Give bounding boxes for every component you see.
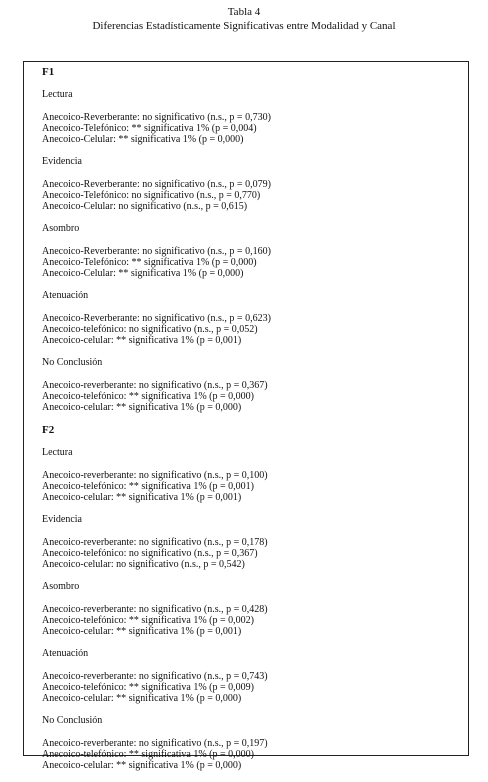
table-number: Tabla 4	[227, 6, 261, 18]
comparison-line: Anecoico-telefónico: ** significativa 1% (p = 0,000)	[42, 391, 254, 402]
comparison-line: Anecoico-celular: ** significativa 1% (p = 0,001)	[42, 492, 242, 503]
factor-heading: F2	[42, 424, 55, 436]
comparison-line: Anecoico-Celular: no significativo (n.s., p = 0,615)	[42, 201, 248, 212]
comparison-line: Anecoico-Telefónico: ** significativa 1% (p = 0,000)	[42, 257, 257, 268]
comparison-line: Anecoico-Reverberante: no significativo (n.s., p = 0,160)	[42, 246, 271, 257]
measure-title: Lectura	[42, 447, 73, 458]
comparison-line: Anecoico-celular: ** significativa 1% (p = 0,001)	[42, 335, 242, 346]
comparison-line: Anecoico-telefónico: ** significativa 1% (p = 0,002)	[42, 615, 254, 626]
measure-title: Lectura	[42, 89, 73, 100]
measure-lectura	[42, 447, 460, 503]
measure-no-conclusion	[42, 357, 460, 413]
comparison-line: Anecoico-Telefónico: no significativo (n.s., p = 0,770)	[42, 190, 261, 201]
measure-title: No Conclusión	[42, 357, 103, 368]
comparison-line: Anecoico-Reverberante: no significativo (n.s., p = 0,623)	[42, 313, 271, 324]
comparison-line: Anecoico-celular: ** significativa 1% (p = 0,000)	[42, 693, 242, 704]
comparison-line: Anecoico-Celular: ** significativa 1% (p = 0,000)	[42, 134, 244, 145]
measure-no-conclusion	[42, 715, 460, 771]
comparison-line: Anecoico-Celular: ** significativa 1% (p = 0,000)	[42, 268, 244, 279]
comparison-line: Anecoico-celular: no significativo (n.s., p = 0,542)	[42, 559, 245, 570]
comparison-line: Anecoico-reverberante: no significativo (n.s., p = 0,428)	[42, 604, 268, 615]
comparison-line: Anecoico-celular: ** significativa 1% (p = 0,001)	[42, 626, 242, 637]
comparison-line: Anecoico-celular: ** significativa 1% (p = 0,000)	[42, 760, 242, 771]
table-title: Diferencias Estadísticamente Significativas entre Modalidad y Canal	[92, 20, 396, 32]
results-content	[42, 66, 460, 782]
comparison-line: Anecoico-telefónico: no significativo (n.s., p = 0,367)	[42, 548, 258, 559]
comparison-line: Anecoico-Reverberante: no significativo (n.s., p = 0,079)	[42, 179, 271, 190]
measure-asombro	[42, 223, 460, 279]
comparison-line: Anecoico-Telefónico: ** significativa 1% (p = 0,004)	[42, 123, 257, 134]
measure-lectura	[42, 89, 460, 145]
comparison-line: Anecoico-reverberante: no significativo (n.s., p = 0,100)	[42, 470, 268, 481]
measure-atenuacion	[42, 290, 460, 346]
measure-title: Asombro	[42, 223, 80, 234]
comparison-line: Anecoico-reverberante: no significativo (n.s., p = 0,743)	[42, 671, 268, 682]
measure-title: Evidencia	[42, 514, 82, 525]
comparison-line: Anecoico-telefónico: ** significativa 1% (p = 0,009)	[42, 682, 254, 693]
factor-heading: F1	[42, 66, 55, 78]
factor-f2	[42, 424, 460, 771]
measure-title: Atenuación	[42, 290, 89, 301]
measure-title: Atenuación	[42, 648, 89, 659]
comparison-line: Anecoico-reverberante: no significativo (n.s., p = 0,367)	[42, 380, 268, 391]
measure-evidencia	[42, 156, 460, 212]
measure-evidencia	[42, 514, 460, 570]
comparison-line: Anecoico-telefónico: no significativo (n.s., p = 0,052)	[42, 324, 258, 335]
measure-title: No Conclusión	[42, 715, 103, 726]
measure-title: Evidencia	[42, 156, 82, 167]
factor-f1	[42, 66, 460, 413]
comparison-line: Anecoico-Reverberante: no significativo (n.s., p = 0,730)	[42, 112, 271, 123]
measure-title: Asombro	[42, 581, 80, 592]
results-table	[23, 61, 469, 771]
comparison-line: Anecoico-reverberante: no significativo (n.s., p = 0,197)	[42, 738, 268, 749]
comparison-line: Anecoico-telefónico: ** significativa 1% (p = 0,001)	[42, 481, 254, 492]
comparison-line: Anecoico-reverberante: no significativo (n.s., p = 0,178)	[42, 537, 268, 548]
measure-atenuacion	[42, 648, 460, 704]
comparison-line: Anecoico-telefónico: ** significativa 1% (p = 0,000)	[42, 749, 254, 760]
measure-asombro	[42, 581, 460, 637]
comparison-line: Anecoico-celular: ** significativa 1% (p = 0,000)	[42, 402, 242, 413]
